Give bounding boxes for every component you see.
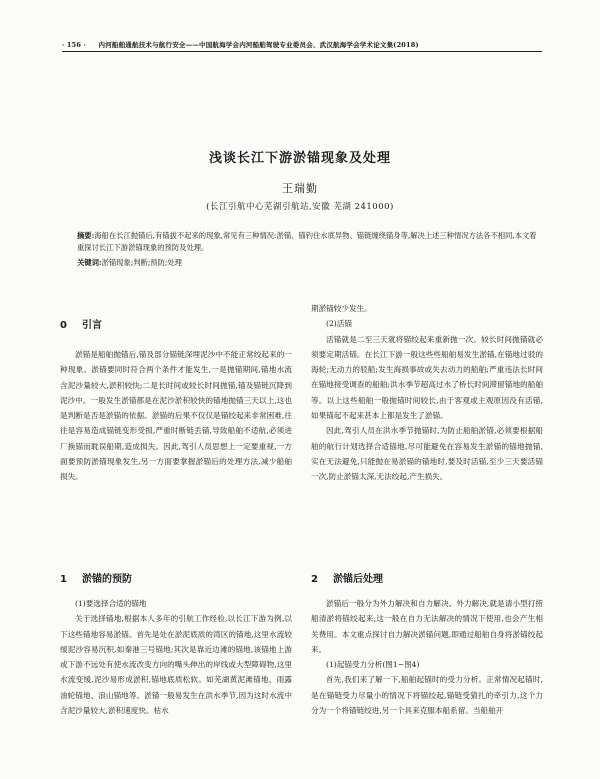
section-0-paragraph: 淤锚是船舶抛锚后,锚及部分锚链深埋泥沙中不能正常绞起来的一种现象。淤锚要同时符合两个条件才能发生,一是抛锚期间,锚地水流含泥沙量较大,淤积较快;二是长时间或较长时间抛锚,锚及锚链沉降到泥沙中。一般发生淤锚都是在泥沙淤积较快的锚地抛锚三天以上,这也是判断是否是淤锚的依据。淤锚的后果不仅仅是锚绞起来非常困难,往往是容易造成锚链变形受损,严重时断链丢锚,导致船舶不适航,必须进厂换锚而耽误船期,造成损失。因此,驾引人员思想上一定要重视,一方面要预防淤锚现象发生,另一方面要掌握淤锚后的处理方法,减少船舶损失。 (60, 350, 292, 482)
section-1-body (60, 596, 292, 718)
active-anchor-paragraph-1: 活锚就是二至三天就将锚绞起来重新抛一次。较长时间抛锚就必须要定期活锚。在长江下游一般这些些船舶易发生淤锚,在锚地过驳的海轮;无动力的驳船;发生海损事故或失去动力的船舶;严重违法长时间在锚地接受调查的船舶;洪水季节超高过水了桥长时间滞留锚地的船舶等。以上这些船舶一般抛锚时间较长,由于客观或主观原因没有活锚,如果锚起不起来甚本上都是发生了淤锚。 (311, 334, 543, 421)
page-number: · 156 · (62, 41, 87, 49)
abstract-text: 海船在长江抛锚后,有锚拔不起来的现象,常见有三种情况:淤锚、锚钓住水底异物、锚链缠绕锚身等,解决上述三种情况方法各不相同,本文着重探讨长江下游淤锚现象的预防及处理。 (77, 231, 537, 252)
active-anchor-subheading: (2)活锚 (326, 319, 352, 329)
section-2-number: 2 (311, 574, 318, 585)
running-head (62, 40, 542, 52)
author-affiliation: (长江引航中心芜湖引航站,安徽 芜湖 241000) (206, 202, 394, 212)
section-0-title: 引言 (82, 320, 102, 331)
section-0-body (60, 347, 292, 485)
abstract (77, 230, 543, 254)
running-head-text: 内河船舶通航技术与航行安全——中国航海学会内河船舶驾驶专业委员会、武汉航海学会学术论文集(2018) (98, 41, 419, 49)
section-1-heading (60, 570, 132, 585)
section-2-paragraph-2: 首先,我们来了解一下,船舶起锚时的受力分析。正常情况起锚时,是在锚链受力尽量小的情况下将锚绞起,锚链受猜扎的牵引力,这个力分为一个将锚链绞进,另一个具来克服本船系留。当船舶开 (311, 675, 543, 716)
section-2-body (311, 596, 543, 718)
abstract-label: 摘要: (77, 231, 95, 240)
section-0-number: 0 (60, 320, 67, 331)
section-1-subheading: (1)要选择合适的锚地 (75, 599, 147, 608)
section-2-title: 淤锚后处理 (333, 574, 383, 585)
keywords-label: 关键词: (77, 258, 102, 267)
keywords (77, 257, 543, 269)
section-1-number: 1 (60, 574, 67, 585)
section-2-subheading: (1)起锚受力分析(图1~图4) (326, 660, 420, 670)
author-name: 王瑞勤 (282, 182, 318, 195)
section-1-paragraph: 关于选择锚地,根据本人多年的引航工作经验,以长江下游为例,以下这些锚地容易淤锚。首先是处在淤泥底质的湾区的锚地,这里水流较缓泥沙容易沉积,如秦港三号锚地;其次是靠近边滩的锚地,该锚地上游或下游不远处有使水流改变方向的嘴头伸出的岸线或大型障碍物,这里水流变缓,泥沙易形成淤积,锚地底质松软。如芜湖黄泥滩锚地、雨露油轮锚地、浪山锚地等。淤锚一般易发生在洪水季节,因为这时水流中含泥沙量较大,淤积速度快。枯水 (60, 614, 292, 716)
paper-title: 浅谈长江下游淤锚现象及处理 (208, 151, 391, 166)
keywords-text: 淤锚现象;判断;预防;处理 (101, 258, 182, 267)
right-column-body (311, 301, 543, 485)
section-1-title: 淤锚的预防 (82, 574, 132, 585)
active-anchor-paragraph-2: 因此,驾引人员在洪水季节抛锚时,为防止船舶淤锚,必须要根据船舶的航行计划选择合适锚地,尽可能避免在容易发生淤锚的锚地抛锚,实在无法避免,只能抛在易淤锚的锚地时,要及时活锚,至少三天要活锚一次,防止淤锚太深,无法绞起,产生损失。 (311, 426, 543, 482)
section-2-heading (311, 570, 383, 585)
continuation-text: 期淤锚较少发生。 (311, 304, 372, 313)
section-2-paragraph-1: 淤锚后一般分为外力解决和自力解决。外力解决,就是请小型打捞船清淤将锚绞起来,这一般在自力无法解决的情况下使用,也会产生相关费用。本文重点探讨自力解决淤锚问题,即通过船舶自身将淤锚绞起来。 (311, 599, 543, 654)
section-0-heading (60, 316, 102, 331)
